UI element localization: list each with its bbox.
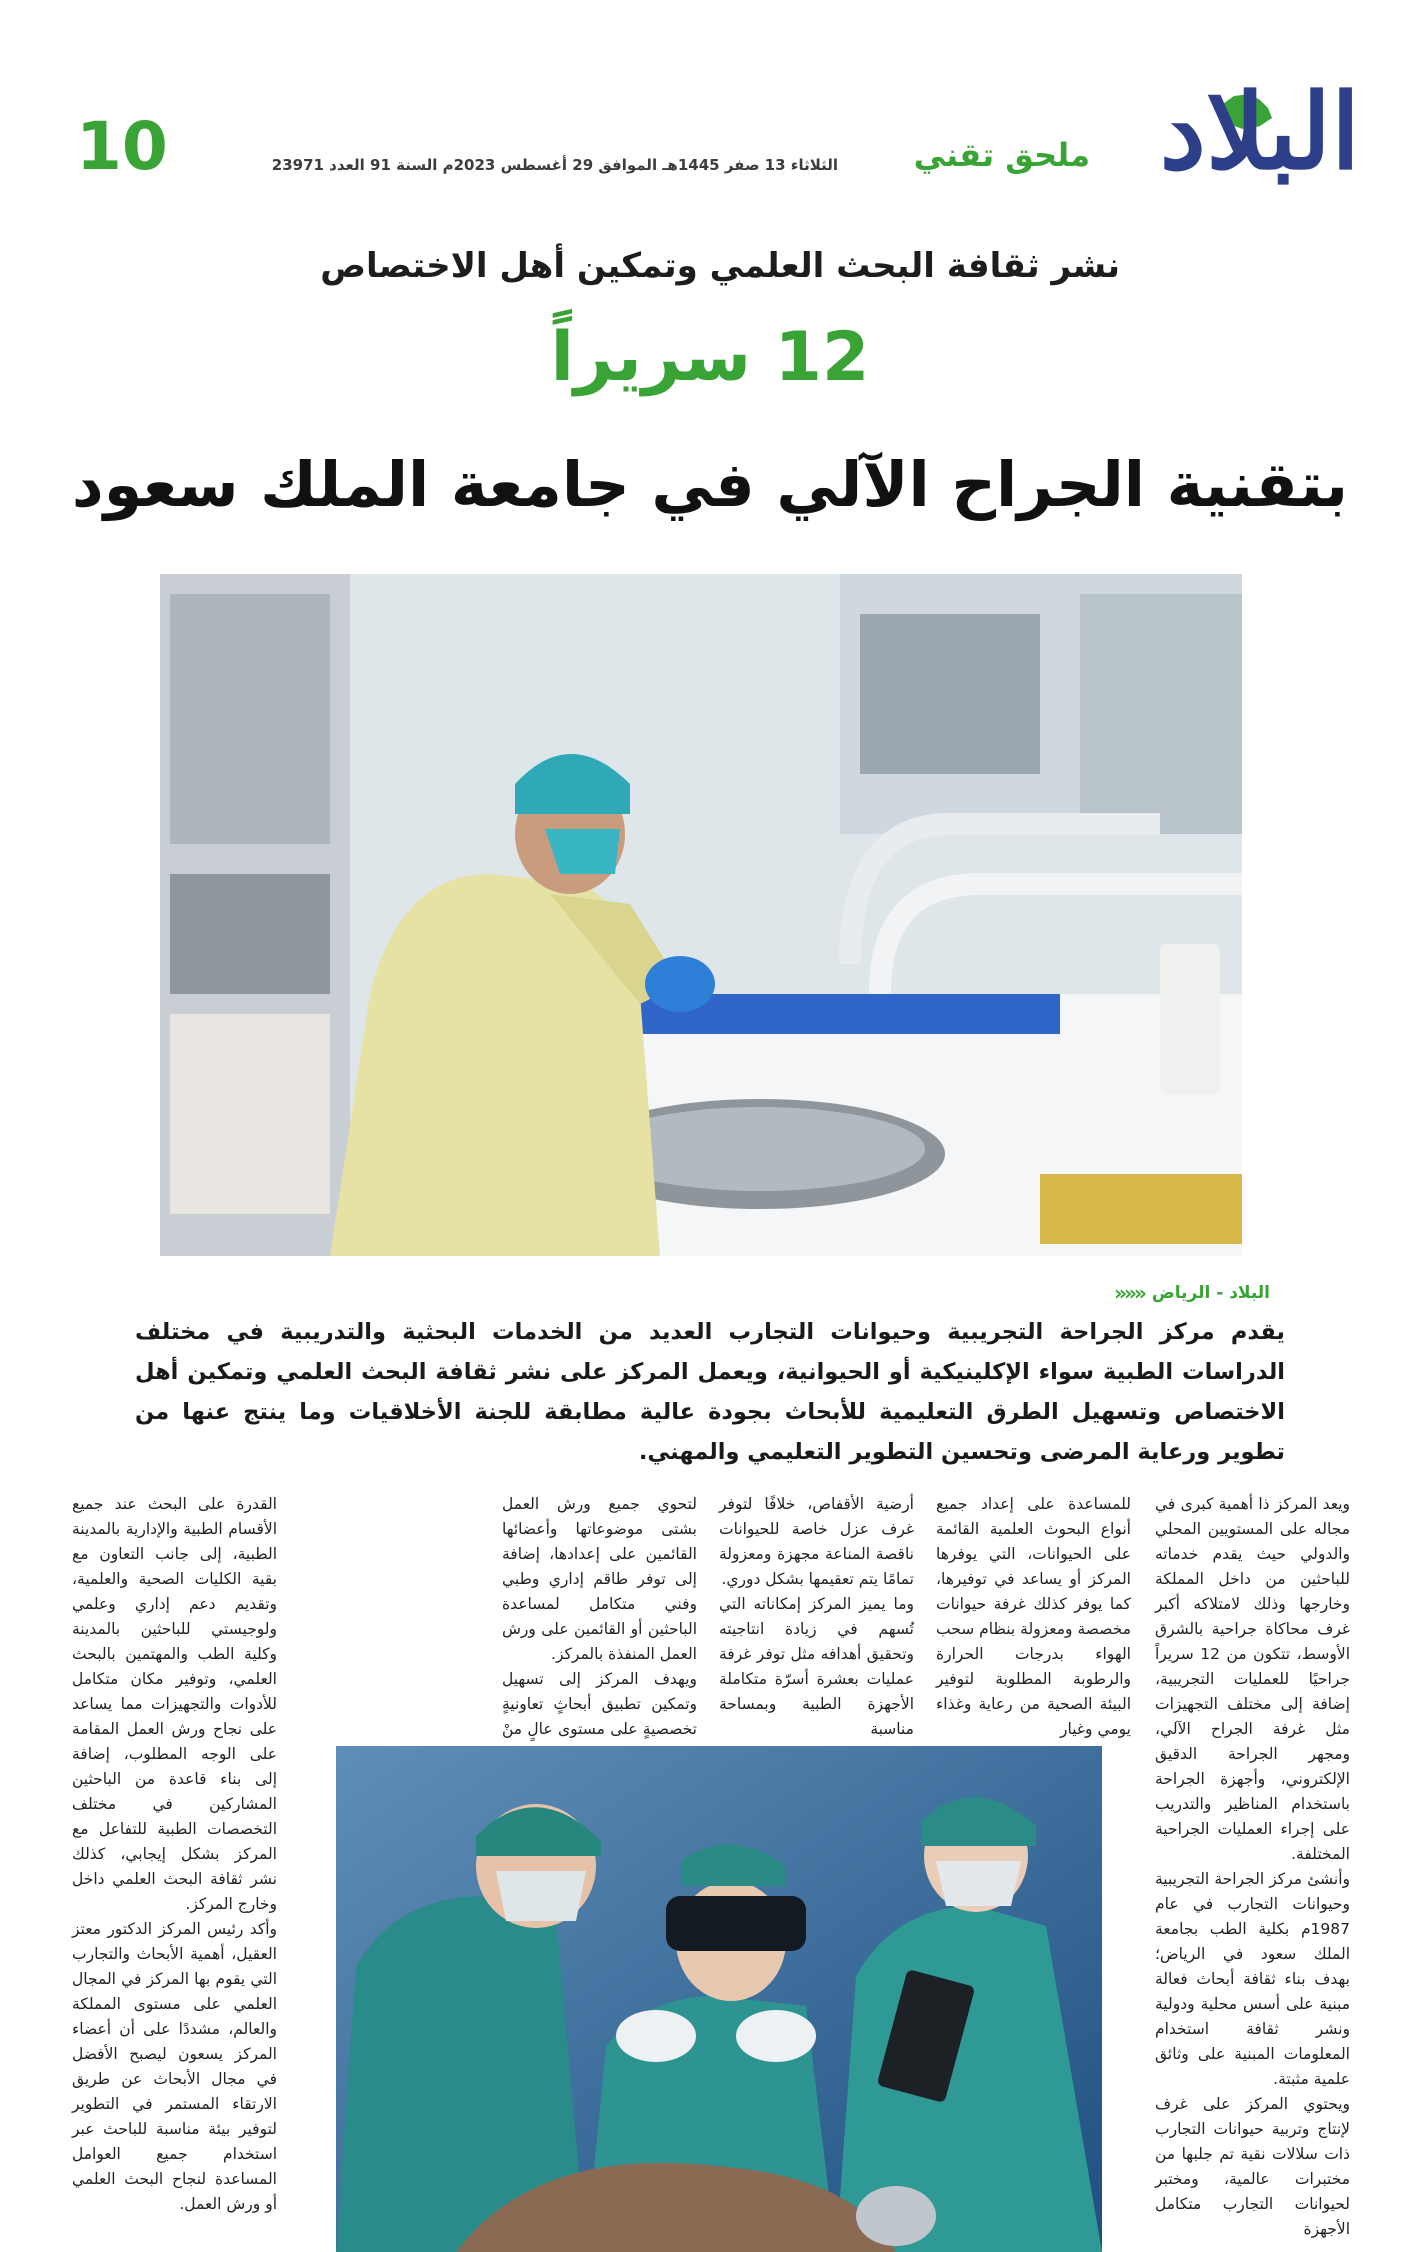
paragraph: لتحوي جميع ورش العمل بشتى موضوعاتها وأعضائها القائمين على إعدادها، إضافة إلى توفر طاقم إداري وطبي وفني متكامل لمساعدة الباحثين أو القائمين على ورش العمل المنفذة بالمركز. xyxy=(502,1495,697,1663)
headline-main: 12 سريراً xyxy=(550,318,870,397)
body-column-2 xyxy=(936,1492,1131,1742)
article-kicker: نشر ثقافة البحث العلمي وتمكين أهل الاختصاص xyxy=(320,246,1120,286)
double-chevron-icon: ««« xyxy=(1114,1281,1144,1305)
paragraph: ويهدف المركز إلى تسهيل وتمكين تطبيق أبحاثٍ تعاونيةٍ تخصصيةٍ على مستوى عالٍ منْ xyxy=(502,1670,697,1738)
body-column-1 xyxy=(1155,1492,1350,2242)
section-label: ملحق تقني xyxy=(913,136,1090,174)
paragraph: وأكد رئيس المركز الدكتور معتز العقيل، أهمية الأبحاث والتجارب التي يقوم بها المركز في المجال العلمي على مستوى المملكة والعالم، مشددًا على أن أعضاء المركز يسعون ليصبح الأفضل في مجال الأبحاث عن طريق الارتقاء المستمر في التطوير لتوفير بيئة مناسبة للباحث عبر استخدام جميع العوامل المساعدة لنجاح البحث العلمي أو ورش العمل. xyxy=(72,1920,277,2213)
paragraph: القدرة على البحث عند جميع الأقسام الطبية والإدارية بالمدينة الطبية، إلى جانب التعاون مع بقية الكليات الصحية والعلمية، وتقديم دعم إداري وعلمي ولوجيستي للباحثين بالمدينة وكلية الطب والمهتمين بالبحث العلمي، وتوفير مكان متكامل للأدوات والتجهيزات مما يساعد على نجاح ورش العمل المقامة على الوجه المطلوب، إضافة إلى بناء قاعدة من الباحثين المشاركين في مختلف التخصصات الطبية للتفاعل مع المركز بشكل إيجابي، كذلك نشر ثقافة البحث العلمي داخل وخارج المركز. xyxy=(72,1495,277,1913)
body-column-4 xyxy=(502,1492,697,1767)
newspaper-logo xyxy=(1060,70,1360,206)
headline-sub: بتقنية الجراح الآلي في جامعة الملك سعود xyxy=(71,448,1349,521)
lead-paragraph: يقدم مركز الجراحة التجريبية وحيوانات التجارب العديد من الخدمات البحثية والتدريبية في مختلف الدراسات الطبية سواء الإكلينيكية أو الحيوانية، ويعمل المركز على نشر ثقافة البحث العلمي وتمكين أهل الاختصاص وتسهيل الطرق التعليمية للأبحاث بجودة عالية مطابقة للجنة الأخلاقيات وما ينتج عنها من تطوير ورعاية المرضى وتحسين التطوير التعليمي والمهني. xyxy=(135,1319,1285,1465)
logo-wordmark: البلاد xyxy=(1159,70,1360,193)
byline: البلاد - الرياض xyxy=(1151,1283,1270,1303)
body-column-3 xyxy=(719,1492,914,1742)
paragraph: ويعد المركز ذا أهمية كبرى في مجاله على المستويين المحلي والدولي حيث يقدم خدماته للباحثين من داخل المملكة وخارجها وذلك لامتلاكه أكبر غرف محاكاة جراحية بالشرق الأوسط، تتكون من 12 سريراً جراحيًا للعمليات التجريبية، إضافة إلى مختلف التجهيزات مثل غرفة الجراح الآلي، ومجهر الجراحة الدقيق الإلكتروني، وأجهزة الجراحة باستخدام المناظير والتدريب على إجراء العمليات الجراحية المختلفة. xyxy=(1155,1495,1350,1863)
paragraph: وما يميز المركز إمكاناته التي تُسهم في زيادة انتاجيته وتحقيق أهدافه مثل توفر غرفة عمليات بعشرة أسرّة متكاملة الأجهزة الطبية وبمساحة مناسبة xyxy=(719,1595,914,1738)
paragraph: أرضية الأقفاص، خلافًا لتوفر غرف عزل خاصة للحيوانات ناقصة المناعة مجهزة ومعزولة تمامًا يتم تعقيمها بشكل دوري. xyxy=(719,1495,914,1588)
paragraph: وأنشئ مركز الجراحة التجريبية وحيوانات التجارب في عام 1987م بكلية الطب بجامعة الملك سعود في الرياض؛ بهدف بناء ثقافة أبحاث فعالة مبنية على أسس محلية ودولية ونشر ثقافة استخدام المعلومات المبنية على وثائق علمية مثبتة. xyxy=(1155,1870,1350,2088)
byline-block xyxy=(1114,1281,1270,1305)
surgery-simulation-photo xyxy=(336,1746,1102,2252)
page-number: 10 xyxy=(76,108,168,185)
paragraph: للمساعدة على إعداد جميع أنواع البحوث العلمية القائمة على الحيوانات، التي يوفرها المركز أو يساعد في توفيرها، كما يوفر كذلك غرفة حيوانات مخصصة ومعزولة بنظام سحب الهواء بدرجات الحرارة والرطوبة المطلوبة لتوفير البيئة الصحية من رعاية وغذاء يومي وغيار xyxy=(936,1495,1131,1738)
lab-photo xyxy=(160,574,1242,1256)
paragraph: ويحتوي المركز على غرف لإنتاج وتربية حيوانات التجارب ذات سلالات نقية تم جلبها من مختبرات عالمية، ومختبر لحيوانات التجارب متكامل الأجهزة xyxy=(1155,2095,1350,2238)
body-column-5 xyxy=(72,1492,277,2217)
issue-date-line: الثلاثاء 13 صفر 1445هـ الموافق 29 أغسطس 2023م السنة 91 العدد 23971 xyxy=(271,156,838,174)
